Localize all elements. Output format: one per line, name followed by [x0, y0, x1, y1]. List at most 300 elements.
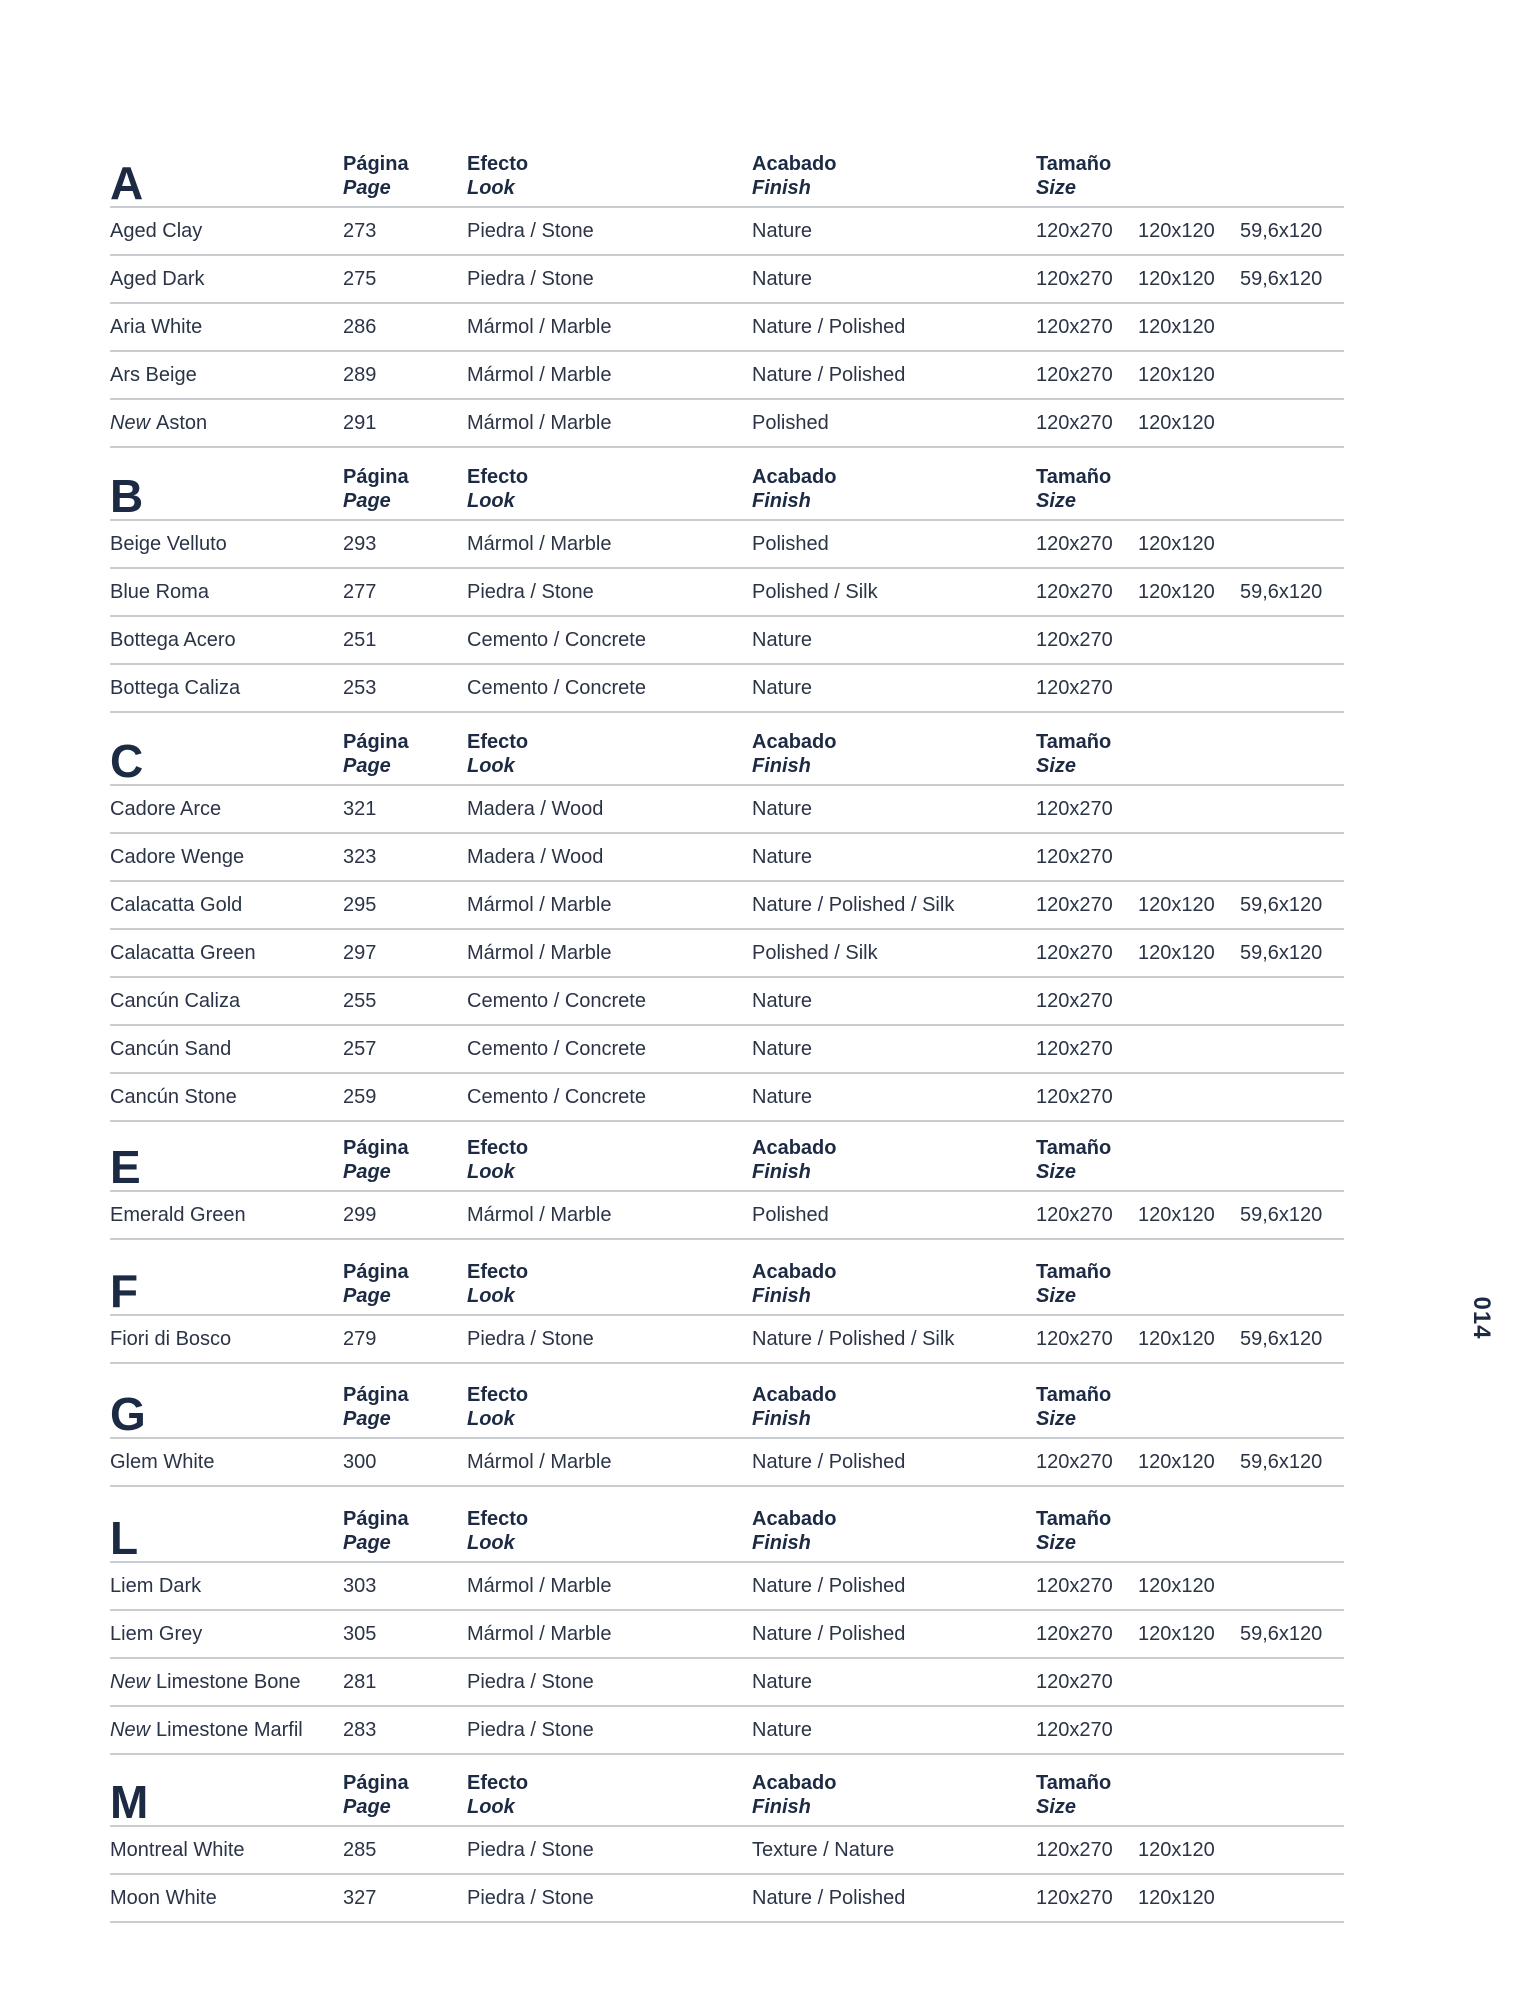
section-c — [110, 718, 1344, 1122]
column-header-size-es: Tamaño — [1036, 1137, 1112, 1159]
column-header-finish-es: Acabado — [752, 1508, 837, 1530]
column-header-look — [467, 1136, 528, 1184]
size-cell: 59,6x120 — [1240, 220, 1323, 242]
column-header-finish-en: Finish — [752, 1161, 811, 1183]
table-row — [110, 786, 1344, 834]
column-header-size-en: Size — [1036, 1161, 1077, 1183]
column-header-look-es: Efecto — [467, 731, 529, 753]
product-name-text: Ars Beige — [110, 364, 197, 386]
table-row — [110, 1316, 1344, 1364]
size-cell: 59,6x120 — [1240, 268, 1323, 290]
product-name-text: Cadore Wenge — [110, 846, 245, 868]
finish-cell: Nature — [752, 1038, 813, 1060]
size-cell: 120x270 — [1036, 220, 1113, 242]
column-header-page-en: Page — [343, 1408, 391, 1430]
product-name-text: Liem Dark — [110, 1575, 202, 1597]
product-name — [110, 315, 202, 339]
column-header-finish-es: Acabado — [752, 1137, 837, 1159]
product-name-text: Cancún Caliza — [110, 990, 241, 1012]
table-row — [110, 1827, 1344, 1875]
page-cell: 289 — [343, 364, 377, 386]
size-cell: 120x120 — [1138, 581, 1215, 603]
finish-cell: Polished / Silk — [752, 942, 878, 964]
column-header-finish-en: Finish — [752, 177, 811, 199]
size-cell: 120x270 — [1036, 990, 1113, 1012]
column-header-look — [467, 465, 528, 513]
column-header-size-es: Tamaño — [1036, 1508, 1112, 1530]
column-header-size — [1036, 730, 1111, 778]
column-header-size-en: Size — [1036, 1532, 1077, 1554]
finish-cell: Polished — [752, 1204, 829, 1226]
size-cell: 120x270 — [1036, 1575, 1113, 1597]
finish-cell: Nature / Polished — [752, 316, 906, 338]
size-cell: 59,6x120 — [1240, 1328, 1323, 1350]
look-cell: Piedra / Stone — [467, 1328, 594, 1350]
look-cell: Mármol / Marble — [467, 1623, 612, 1645]
table-row — [110, 1659, 1344, 1707]
product-name-text: Bottega Acero — [110, 629, 236, 651]
finish-cell: Nature / Polished — [752, 1451, 906, 1473]
look-cell: Piedra / Stone — [467, 1671, 594, 1693]
product-name-text: Montreal White — [110, 1839, 245, 1861]
size-cell: 120x270 — [1036, 1887, 1113, 1909]
column-header-size-en: Size — [1036, 177, 1077, 199]
look-cell: Cemento / Concrete — [467, 1086, 646, 1108]
column-header-page — [343, 465, 409, 513]
finish-cell: Nature — [752, 268, 813, 290]
column-header-finish-en: Finish — [752, 1408, 811, 1430]
finish-cell: Nature — [752, 1671, 813, 1693]
page-cell: 291 — [343, 412, 377, 434]
column-header-look-en: Look — [467, 1285, 515, 1307]
look-cell: Cemento / Concrete — [467, 677, 646, 699]
product-name-text: Aged Dark — [110, 268, 205, 290]
page-cell: 305 — [343, 1623, 377, 1645]
table-row — [110, 521, 1344, 569]
size-cell: 120x120 — [1138, 1575, 1215, 1597]
page-cell: 295 — [343, 894, 377, 916]
column-header-page-en: Page — [343, 1796, 391, 1818]
look-cell: Piedra / Stone — [467, 220, 594, 242]
product-name — [110, 267, 205, 291]
size-cell: 120x270 — [1036, 1204, 1113, 1226]
column-header-page-en: Page — [343, 1285, 391, 1307]
look-cell: Cemento / Concrete — [467, 1038, 646, 1060]
page-cell: 279 — [343, 1328, 377, 1350]
section-header — [110, 1124, 1344, 1192]
size-cell: 120x270 — [1036, 533, 1113, 555]
size-cell: 120x120 — [1138, 1623, 1215, 1645]
finish-cell: Nature — [752, 846, 813, 868]
size-cell: 120x120 — [1138, 364, 1215, 386]
product-name-text: Bottega Caliza — [110, 677, 241, 699]
look-cell: Madera / Wood — [467, 798, 604, 820]
product-name-text: Emerald Green — [110, 1204, 246, 1226]
size-cell: 120x120 — [1138, 1328, 1215, 1350]
column-header-look-en: Look — [467, 1161, 515, 1183]
column-header-page-es: Página — [343, 1772, 409, 1794]
product-name — [110, 893, 242, 917]
look-cell: Mármol / Marble — [467, 942, 612, 964]
size-cell: 120x120 — [1138, 1839, 1215, 1861]
finish-cell: Nature / Polished — [752, 1623, 906, 1645]
look-cell: Piedra / Stone — [467, 1887, 594, 1909]
product-name-text: Fiori di Bosco — [110, 1328, 232, 1350]
table-row — [110, 1563, 1344, 1611]
size-cell: 120x120 — [1138, 894, 1215, 916]
size-cell: 120x270 — [1036, 677, 1113, 699]
finish-cell: Polished / Silk — [752, 581, 878, 603]
column-header-size-es: Tamaño — [1036, 153, 1112, 175]
section-m — [110, 1759, 1344, 1923]
column-header-look-en: Look — [467, 490, 515, 512]
size-cell: 120x270 — [1036, 894, 1113, 916]
size-cell: 120x270 — [1036, 1038, 1113, 1060]
page-cell: 293 — [343, 533, 377, 555]
section-letter: B — [110, 470, 144, 522]
product-name — [110, 1886, 217, 1910]
page-cell: 299 — [343, 1204, 377, 1226]
product-name-text: Glem White — [110, 1451, 215, 1473]
column-header-finish-es: Acabado — [752, 1384, 837, 1406]
column-header-size — [1036, 1507, 1111, 1555]
column-header-page-es: Página — [343, 1384, 409, 1406]
size-cell: 120x120 — [1138, 533, 1215, 555]
finish-cell: Polished — [752, 533, 829, 555]
product-name-text: Calacatta Green — [110, 942, 256, 964]
finish-cell: Nature / Polished / Silk — [752, 1328, 955, 1350]
section-letter: A — [110, 157, 144, 209]
look-cell: Cemento / Concrete — [467, 629, 646, 651]
column-header-finish — [752, 1260, 836, 1308]
table-row — [110, 208, 1344, 256]
table-row — [110, 1439, 1344, 1487]
section-letter: E — [110, 1141, 141, 1193]
size-cell: 59,6x120 — [1240, 894, 1323, 916]
size-cell: 120x270 — [1036, 1086, 1113, 1108]
column-header-size-es: Tamaño — [1036, 1384, 1112, 1406]
size-cell: 120x270 — [1036, 316, 1113, 338]
column-header-finish — [752, 1507, 836, 1555]
product-name-text: Liem Grey — [110, 1623, 203, 1645]
size-cell: 59,6x120 — [1240, 1204, 1323, 1226]
column-header-finish-en: Finish — [752, 755, 811, 777]
product-name-text: Blue Roma — [110, 581, 209, 603]
column-header-page — [343, 152, 409, 200]
column-header-finish-en: Finish — [752, 1285, 811, 1307]
page-cell: 283 — [343, 1719, 377, 1741]
section-header — [110, 453, 1344, 521]
page-cell: 297 — [343, 942, 377, 964]
column-header-finish — [752, 1136, 836, 1184]
section-g — [110, 1371, 1344, 1487]
column-header-look-es: Efecto — [467, 1508, 529, 1530]
look-cell: Mármol / Marble — [467, 1204, 612, 1226]
column-header-finish-es: Acabado — [752, 731, 837, 753]
column-header-page-en: Page — [343, 1532, 391, 1554]
column-header-size — [1036, 1383, 1111, 1431]
section-a — [110, 140, 1344, 448]
finish-cell: Nature — [752, 1719, 813, 1741]
column-header-look-es: Efecto — [467, 1772, 529, 1794]
table-row — [110, 1192, 1344, 1240]
page-cell: 327 — [343, 1887, 377, 1909]
look-cell: Piedra / Stone — [467, 581, 594, 603]
page-cell: 275 — [343, 268, 377, 290]
product-name — [110, 1574, 201, 1598]
product-name-text: Cancún Stone — [110, 1086, 237, 1108]
table-row — [110, 834, 1344, 882]
column-header-size-en: Size — [1036, 1796, 1077, 1818]
size-cell: 120x270 — [1036, 581, 1113, 603]
size-cell: 59,6x120 — [1240, 1623, 1323, 1645]
table-row — [110, 1707, 1344, 1755]
product-name-text: Beige Velluto — [110, 533, 227, 555]
product-name-text: Limestone Bone — [156, 1671, 301, 1693]
size-cell: 120x120 — [1138, 1204, 1215, 1226]
size-cell: 120x270 — [1036, 1719, 1113, 1741]
finish-cell: Nature — [752, 1086, 813, 1108]
column-header-finish — [752, 465, 836, 513]
look-cell: Mármol / Marble — [467, 364, 612, 386]
column-header-finish — [752, 1383, 836, 1431]
look-cell: Mármol / Marble — [467, 533, 612, 555]
size-cell: 59,6x120 — [1240, 942, 1323, 964]
section-f — [110, 1248, 1344, 1364]
size-cell: 120x120 — [1138, 942, 1215, 964]
finish-cell: Nature — [752, 220, 813, 242]
table-row — [110, 256, 1344, 304]
product-name — [110, 219, 202, 243]
column-header-size — [1036, 1260, 1111, 1308]
look-cell: Cemento / Concrete — [467, 990, 646, 1012]
page-cell: 277 — [343, 581, 377, 603]
look-cell: Mármol / Marble — [467, 1575, 612, 1597]
product-name-text: Cancún Sand — [110, 1038, 232, 1060]
section-header — [110, 1495, 1344, 1563]
new-tag: New — [110, 1719, 151, 1741]
column-header-look — [467, 1507, 528, 1555]
column-header-finish-es: Acabado — [752, 153, 837, 175]
finish-cell: Nature / Polished — [752, 1575, 906, 1597]
product-name — [110, 532, 227, 556]
product-name — [110, 1085, 237, 1109]
product-name-text: Calacatta Gold — [110, 894, 243, 916]
product-name-text: Aston — [156, 412, 208, 434]
product-name-text: Limestone Marfil — [156, 1719, 303, 1741]
table-row — [110, 304, 1344, 352]
finish-cell: Nature / Polished — [752, 364, 906, 386]
column-header-look-es: Efecto — [467, 466, 529, 488]
product-name — [110, 1037, 231, 1061]
finish-cell: Nature — [752, 798, 813, 820]
look-cell: Piedra / Stone — [467, 1839, 594, 1861]
look-cell: Mármol / Marble — [467, 412, 612, 434]
column-header-size-es: Tamaño — [1036, 1261, 1112, 1283]
finish-cell: Polished — [752, 412, 829, 434]
finish-cell: Texture / Nature — [752, 1839, 895, 1861]
column-header-look — [467, 1260, 528, 1308]
table-row — [110, 882, 1344, 930]
column-header-look-es: Efecto — [467, 1137, 529, 1159]
section-e — [110, 1124, 1344, 1240]
column-header-size-es: Tamaño — [1036, 731, 1112, 753]
product-name-text: Aria White — [110, 316, 203, 338]
column-header-look-es: Efecto — [467, 1261, 529, 1283]
page-cell: 321 — [343, 798, 377, 820]
page-cell: 286 — [343, 316, 377, 338]
section-letter: F — [110, 1265, 139, 1317]
column-header-page — [343, 1136, 409, 1184]
page-cell: 303 — [343, 1575, 377, 1597]
size-cell: 120x270 — [1036, 1623, 1113, 1645]
finish-cell: Nature / Polished / Silk — [752, 894, 955, 916]
column-header-page-en: Page — [343, 490, 391, 512]
column-header-page — [343, 1771, 409, 1819]
page-cell: 300 — [343, 1451, 377, 1473]
size-cell: 120x270 — [1036, 846, 1113, 868]
look-cell: Mármol / Marble — [467, 316, 612, 338]
table-row — [110, 930, 1344, 978]
column-header-size-en: Size — [1036, 1285, 1077, 1307]
page-cell: 255 — [343, 990, 377, 1012]
column-header-look-en: Look — [467, 1408, 515, 1430]
page-cell: 323 — [343, 846, 377, 868]
finish-cell: Nature — [752, 990, 813, 1012]
product-name-text: Cadore Arce — [110, 798, 222, 820]
column-header-page-es: Página — [343, 1508, 409, 1530]
page-cell: 251 — [343, 629, 377, 651]
column-header-finish-es: Acabado — [752, 1261, 837, 1283]
column-header-page-en: Page — [343, 1161, 391, 1183]
size-cell: 120x120 — [1138, 1451, 1215, 1473]
size-cell: 120x270 — [1036, 1451, 1113, 1473]
product-name — [110, 1622, 202, 1646]
size-cell: 120x270 — [1036, 798, 1113, 820]
product-name — [110, 941, 256, 965]
column-header-look-en: Look — [467, 755, 515, 777]
look-cell: Piedra / Stone — [467, 268, 594, 290]
column-header-size — [1036, 1136, 1111, 1184]
product-name — [110, 628, 236, 652]
column-header-page-es: Página — [343, 466, 409, 488]
column-header-look — [467, 730, 528, 778]
column-header-size-en: Size — [1036, 1408, 1077, 1430]
finish-cell: Nature / Polished — [752, 1887, 906, 1909]
column-header-finish — [752, 730, 836, 778]
size-cell: 120x120 — [1138, 1887, 1215, 1909]
page-cell: 273 — [343, 220, 377, 242]
size-cell: 120x270 — [1036, 364, 1113, 386]
size-cell: 120x270 — [1036, 268, 1113, 290]
section-letter: L — [110, 1512, 139, 1564]
look-cell: Mármol / Marble — [467, 1451, 612, 1473]
table-row — [110, 1074, 1344, 1122]
page-cell: 253 — [343, 677, 377, 699]
column-header-look-es: Efecto — [467, 1384, 529, 1406]
column-header-finish — [752, 152, 836, 200]
page-cell: 281 — [343, 1671, 377, 1693]
table-row — [110, 569, 1344, 617]
new-tag: New — [110, 412, 151, 434]
column-header-page-en: Page — [343, 755, 391, 777]
size-cell: 120x270 — [1036, 1328, 1113, 1350]
column-header-size — [1036, 1771, 1111, 1819]
product-name — [110, 1838, 245, 1862]
table-row — [110, 352, 1344, 400]
size-cell: 59,6x120 — [1240, 1451, 1323, 1473]
column-header-look — [467, 1771, 528, 1819]
column-header-size — [1036, 465, 1111, 513]
product-name — [110, 411, 207, 435]
product-name — [110, 580, 209, 604]
section-b — [110, 453, 1344, 713]
column-header-finish — [752, 1771, 836, 1819]
column-header-size-es: Tamaño — [1036, 1772, 1112, 1794]
column-header-look-es: Efecto — [467, 153, 529, 175]
table-row — [110, 1875, 1344, 1923]
product-name-text: Moon White — [110, 1887, 217, 1909]
product-name — [110, 676, 240, 700]
section-header — [110, 1248, 1344, 1316]
column-header-page — [343, 730, 409, 778]
section-header — [110, 718, 1344, 786]
product-name — [110, 1327, 231, 1351]
column-header-size-en: Size — [1036, 490, 1077, 512]
size-cell: 120x120 — [1138, 412, 1215, 434]
new-tag: New — [110, 1671, 151, 1693]
column-header-finish-es: Acabado — [752, 466, 837, 488]
column-header-finish-en: Finish — [752, 1532, 811, 1554]
finish-cell: Nature — [752, 629, 813, 651]
size-cell: 120x270 — [1036, 629, 1113, 651]
product-name — [110, 1718, 303, 1742]
column-header-page-es: Página — [343, 1261, 409, 1283]
product-name — [110, 845, 244, 869]
section-letter: M — [110, 1776, 149, 1828]
product-name — [110, 1450, 214, 1474]
column-header-size — [1036, 152, 1111, 200]
section-header — [110, 1759, 1344, 1827]
size-cell: 120x120 — [1138, 268, 1215, 290]
page-cell: 259 — [343, 1086, 377, 1108]
size-cell: 120x270 — [1036, 1839, 1113, 1861]
column-header-look-en: Look — [467, 1796, 515, 1818]
column-header-look-en: Look — [467, 177, 515, 199]
table-row — [110, 617, 1344, 665]
product-name — [110, 1203, 246, 1227]
table-row — [110, 400, 1344, 448]
column-header-page — [343, 1260, 409, 1308]
column-header-page-es: Página — [343, 153, 409, 175]
size-cell: 120x120 — [1138, 316, 1215, 338]
column-header-finish-es: Acabado — [752, 1772, 837, 1794]
product-name — [110, 1670, 301, 1694]
table-row — [110, 665, 1344, 713]
column-header-page-es: Página — [343, 731, 409, 753]
column-header-page-en: Page — [343, 177, 391, 199]
size-cell: 120x270 — [1036, 1671, 1113, 1693]
finish-cell: Nature — [752, 677, 813, 699]
page-number: 014 — [1468, 1296, 1495, 1340]
product-name — [110, 797, 221, 821]
table-row — [110, 1611, 1344, 1659]
page-cell: 285 — [343, 1839, 377, 1861]
size-cell: 120x120 — [1138, 220, 1215, 242]
section-letter: C — [110, 735, 144, 787]
size-cell: 59,6x120 — [1240, 581, 1323, 603]
column-header-page-es: Página — [343, 1137, 409, 1159]
